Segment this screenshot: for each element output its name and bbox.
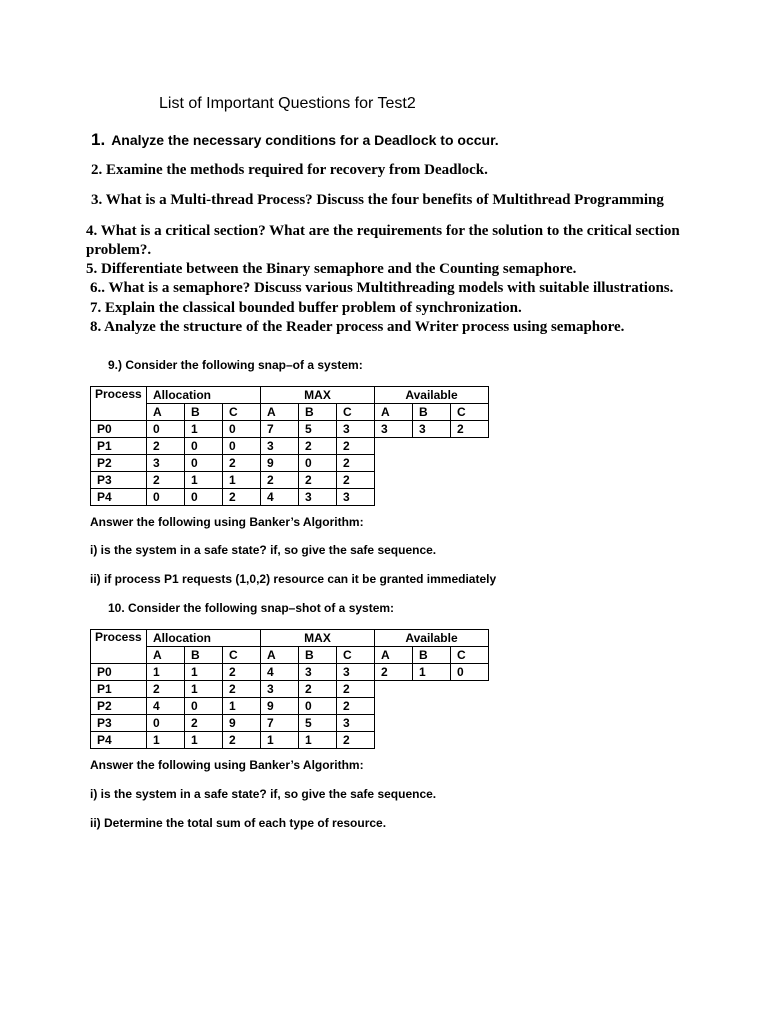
table-row <box>91 455 489 472</box>
allocation-cell: 1 <box>223 472 261 489</box>
allocation-cell: 4 <box>147 698 185 715</box>
question-1 <box>91 130 499 150</box>
allocation-cell: 1 <box>185 472 223 489</box>
process-cell: P1 <box>91 681 147 698</box>
allocation-header: Allocation <box>147 387 261 404</box>
question-1-number: 1. <box>91 130 106 149</box>
max-cell: 3 <box>337 489 375 506</box>
question-9-part-ii: ii) if process P1 requests (1,0,2) resource can it be granted immediately <box>90 572 497 586</box>
allocation-cell: 0 <box>147 489 185 506</box>
max-cell: 2 <box>337 472 375 489</box>
max-cell: 2 <box>337 438 375 455</box>
question-10-part-i: i) is the system in a safe state? if, so give the safe sequence. <box>90 787 437 801</box>
process-header: Process <box>91 387 147 421</box>
max-cell: 5 <box>299 421 337 438</box>
resource-label: B <box>299 404 337 421</box>
allocation-cell: 2 <box>223 732 261 749</box>
allocation-cell: 2 <box>185 715 223 732</box>
resource-label: C <box>223 647 261 664</box>
table-header-row <box>91 630 489 647</box>
question-7: 7. Explain the classical bounded buffer problem of synchronization. <box>90 300 522 316</box>
max-cell: 9 <box>261 698 299 715</box>
question-9-part-i: i) is the system in a safe state? if, so give the safe sequence. <box>90 543 437 557</box>
process-cell: P0 <box>91 664 147 681</box>
resource-label: A <box>375 647 413 664</box>
max-cell: 2 <box>261 472 299 489</box>
resource-label: C <box>337 647 375 664</box>
allocation-cell: 2 <box>223 455 261 472</box>
table-row <box>91 472 489 489</box>
process-cell: P3 <box>91 715 147 732</box>
allocation-cell: 1 <box>223 698 261 715</box>
max-cell: 7 <box>261 421 299 438</box>
table-row <box>91 698 489 715</box>
empty-cell <box>375 681 489 698</box>
question-5: 5. Differentiate between the Binary semaphore and the Counting semaphore. <box>86 261 577 277</box>
question-9-heading: 9.) Consider the following snap–of a system: <box>108 358 363 372</box>
question-10-answer-intro: Answer the following using Banker’s Algorithm: <box>90 758 364 772</box>
resource-label: B <box>299 647 337 664</box>
allocation-cell: 0 <box>223 438 261 455</box>
question-9-snapshot-table <box>90 386 489 506</box>
table-row <box>91 489 489 506</box>
allocation-cell: 2 <box>223 664 261 681</box>
process-cell: P2 <box>91 698 147 715</box>
resource-label: B <box>185 404 223 421</box>
max-cell: 2 <box>337 698 375 715</box>
allocation-cell: 1 <box>185 421 223 438</box>
max-cell: 3 <box>337 715 375 732</box>
resource-label: A <box>147 647 185 664</box>
empty-cell <box>375 489 489 506</box>
process-cell: P4 <box>91 489 147 506</box>
max-header: MAX <box>261 630 375 647</box>
allocation-cell: 0 <box>185 455 223 472</box>
max-cell: 3 <box>299 664 337 681</box>
resource-label: C <box>337 404 375 421</box>
process-cell: P3 <box>91 472 147 489</box>
resource-label: A <box>261 404 299 421</box>
allocation-cell: 0 <box>223 421 261 438</box>
question-10-part-ii: ii) Determine the total sum of each type of resource. <box>90 816 387 830</box>
max-cell: 7 <box>261 715 299 732</box>
max-cell: 1 <box>261 732 299 749</box>
max-cell: 5 <box>299 715 337 732</box>
allocation-cell: 2 <box>147 681 185 698</box>
process-cell: P4 <box>91 732 147 749</box>
resource-label: A <box>375 404 413 421</box>
max-header: MAX <box>261 387 375 404</box>
question-3: 3. What is a Multi-thread Process? Discuss the four benefits of Multithread Programming <box>91 192 664 208</box>
resource-header-row <box>91 647 489 664</box>
allocation-cell: 2 <box>223 489 261 506</box>
resource-label: A <box>147 404 185 421</box>
allocation-cell: 1 <box>185 681 223 698</box>
page-title: List of Important Questions for Test2 <box>159 95 416 112</box>
resource-label: C <box>451 647 489 664</box>
empty-cell <box>375 472 489 489</box>
max-cell: 0 <box>299 455 337 472</box>
max-cell: 2 <box>337 681 375 698</box>
available-header: Available <box>375 630 489 647</box>
question-10-heading: 10. Consider the following snap–shot of a system: <box>108 601 395 615</box>
allocation-cell: 1 <box>147 732 185 749</box>
resource-label: B <box>413 647 451 664</box>
available-cell: 3 <box>413 421 451 438</box>
max-cell: 2 <box>299 472 337 489</box>
empty-cell <box>375 715 489 732</box>
max-cell: 4 <box>261 664 299 681</box>
max-cell: 3 <box>337 664 375 681</box>
allocation-cell: 0 <box>147 715 185 732</box>
allocation-cell: 2 <box>147 438 185 455</box>
max-cell: 2 <box>299 438 337 455</box>
max-cell: 3 <box>261 438 299 455</box>
resource-label: B <box>185 647 223 664</box>
max-cell: 3 <box>337 421 375 438</box>
resource-label: B <box>413 404 451 421</box>
allocation-cell: 2 <box>223 681 261 698</box>
question-4: 4. What is a critical section? What are the requirements for the solution to the critical section problem?. <box>86 223 680 258</box>
process-header: Process <box>91 630 147 664</box>
max-cell: 2 <box>337 455 375 472</box>
empty-cell <box>375 698 489 715</box>
table-row <box>91 421 489 438</box>
table-header-row <box>91 387 489 404</box>
max-cell: 3 <box>299 489 337 506</box>
allocation-cell: 0 <box>185 438 223 455</box>
allocation-cell: 1 <box>147 664 185 681</box>
available-cell: 0 <box>451 664 489 681</box>
empty-cell <box>375 732 489 749</box>
table-row <box>91 715 489 732</box>
process-cell: P1 <box>91 438 147 455</box>
resource-label: A <box>261 647 299 664</box>
max-cell: 3 <box>261 681 299 698</box>
allocation-cell: 1 <box>185 664 223 681</box>
allocation-cell: 0 <box>185 698 223 715</box>
available-cell: 3 <box>375 421 413 438</box>
available-cell: 2 <box>451 421 489 438</box>
max-cell: 9 <box>261 455 299 472</box>
empty-cell <box>375 438 489 455</box>
max-cell: 2 <box>299 681 337 698</box>
question-8: 8. Analyze the structure of the Reader process and Writer process using semaphore. <box>90 319 625 335</box>
empty-cell <box>375 455 489 472</box>
allocation-cell: 3 <box>147 455 185 472</box>
allocation-cell: 0 <box>147 421 185 438</box>
allocation-header: Allocation <box>147 630 261 647</box>
question-1-text: Analyze the necessary conditions for a Deadlock to occur. <box>111 132 499 148</box>
question-2: 2. Examine the methods required for recovery from Deadlock. <box>91 162 488 178</box>
table-row <box>91 438 489 455</box>
allocation-cell: 2 <box>147 472 185 489</box>
resource-label: C <box>451 404 489 421</box>
table-row <box>91 681 489 698</box>
resource-label: C <box>223 404 261 421</box>
available-cell: 2 <box>375 664 413 681</box>
table-row <box>91 732 489 749</box>
resource-header-row <box>91 404 489 421</box>
question-9-answer-intro: Answer the following using Banker’s Algorithm: <box>90 515 364 529</box>
process-cell: P2 <box>91 455 147 472</box>
max-cell: 4 <box>261 489 299 506</box>
table-row <box>91 664 489 681</box>
max-cell: 1 <box>299 732 337 749</box>
available-header: Available <box>375 387 489 404</box>
allocation-cell: 0 <box>185 489 223 506</box>
allocation-cell: 9 <box>223 715 261 732</box>
max-cell: 2 <box>337 732 375 749</box>
available-cell: 1 <box>413 664 451 681</box>
question-6: 6.. What is a semaphore? Discuss various Multithreading models with suitable illustrations. <box>90 280 674 296</box>
process-cell: P0 <box>91 421 147 438</box>
max-cell: 0 <box>299 698 337 715</box>
allocation-cell: 1 <box>185 732 223 749</box>
question-10-snapshot-table <box>90 629 489 749</box>
